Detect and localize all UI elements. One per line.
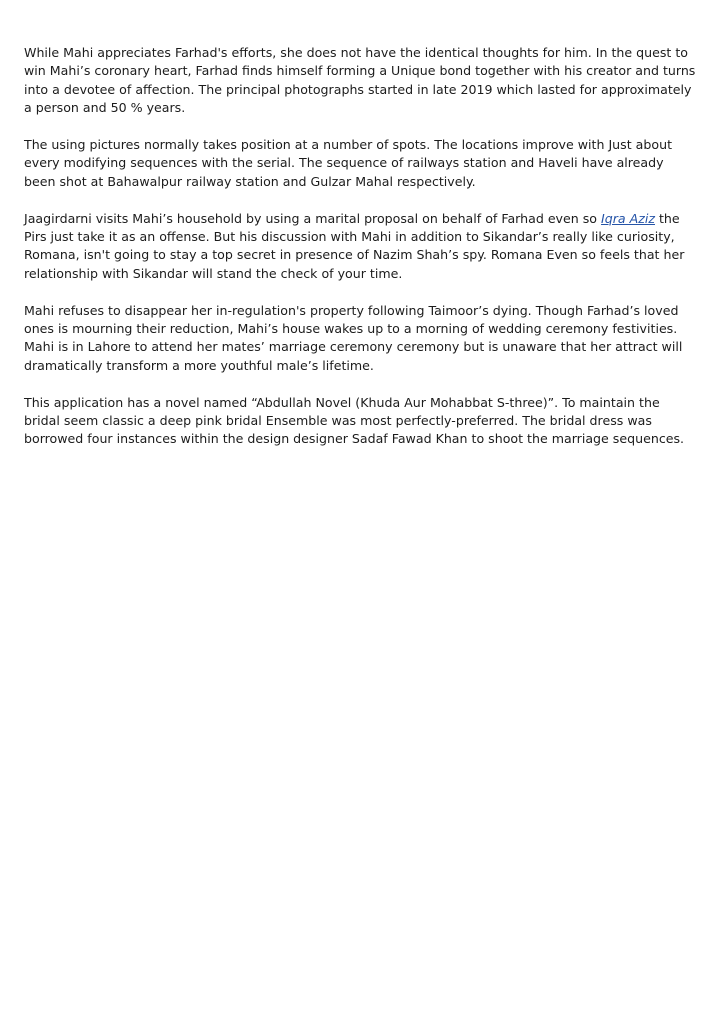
paragraph-3-text-before: Jaagirdarni visits Mahi’s household by using a marital proposal on behalf of Farhad even so [24, 210, 602, 226]
paragraph-5: This application has a novel named “Abdullah Novel (Khuda Aur Mohabbat S-three)”. To maintain the bridal seem classic a deep pink bridal Ensemble was most perfectly-preferred. The bridal dress was borrowed four instances within the design designer Sadaf Fawad Khan to shoot the marriage sequences. [24, 394, 685, 447]
paragraph-3 [24, 210, 696, 284]
paragraph-2: The using pictures normally takes position at a number of spots. The locations improve with Just about every modifying sequences with the serial. The sequence of railways station and Haveli have already been shot at Bahawalpur railway station and Gulzar Mahal respectively. [24, 137, 673, 189]
paragraph-4: Mahi refuses to disappear her in-regulation's property following Taimoor’s dying. Though Farhad’s loved ones is mourning their reduction, Mahi’s house wakes up to a morning of wedding ceremony festivities. Mahi is in Lahore to attend her mates’ marriage ceremony ceremony but is unaware that her attract will dramatically transform a more youthful male’s lifetime. [24, 302, 683, 373]
iqra-aziz-link[interactable]: Iqra Aziz [601, 210, 655, 226]
paragraph-3-text-after: the Pirs just take it as an offense. But his discussion with Mahi in addition to Sikandar’s really like curiosity, Romana, isn't going to stay a top secret in presence of Nazim Shah’s spy. Romana Even so feels that her relationship with Sikandar will stand the check of your time. [24, 210, 685, 281]
document-page [24, 44, 696, 467]
paragraph-1: While Mahi appreciates Farhad's efforts, she does not have the identical thoughts for him. In the quest to win Mahi’s coronary heart, Farhad finds himself forming a Unique bond together with his creator and turns into a devotee of affection. The principal photographs started in late 2019 which lasted for approximately a person and 50 % years. [24, 45, 696, 116]
